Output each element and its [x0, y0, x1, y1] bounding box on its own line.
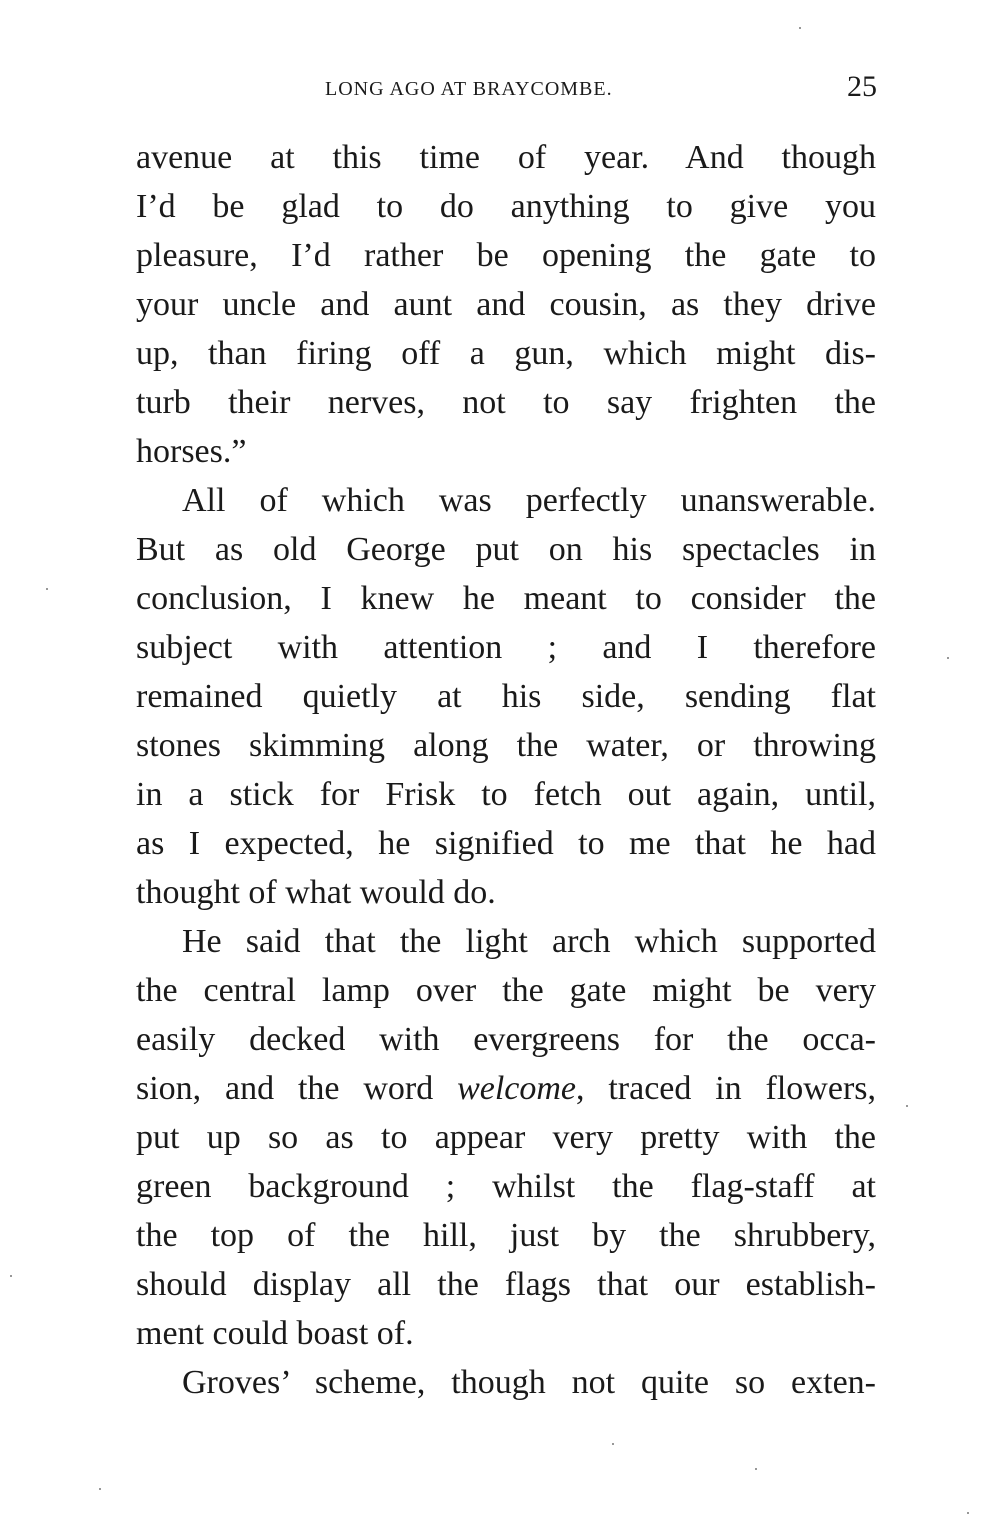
text-line: All of which was perfectly unanswerable.	[182, 482, 876, 519]
text-line: I’d be glad to do anything to give you	[136, 188, 876, 225]
paragraph	[136, 476, 876, 917]
text-line: sion, and the word welcome, traced in flowers,	[136, 1070, 876, 1107]
paragraph	[136, 917, 876, 1358]
text-line: put up so as to appear very pretty with the	[136, 1119, 876, 1156]
text-line: your uncle and aunt and cousin, as they drive	[136, 286, 876, 323]
scan-speck	[755, 1468, 757, 1470]
text-line: the top of the hill, just by the shrubbery,	[136, 1217, 876, 1254]
running-title: LONG AGO AT BRAYCOMBE.	[325, 78, 613, 100]
text-line: turb their nerves, not to say frighten the	[136, 384, 876, 421]
italic-word: welcome	[457, 1070, 577, 1107]
text-line: in a stick for Frisk to fetch out again, until,	[136, 776, 876, 813]
text-line: Groves’ scheme, though not quite so exten-	[182, 1364, 876, 1401]
text-line: up, than firing off a gun, which might dis-	[136, 335, 876, 372]
body-text	[136, 133, 876, 1407]
text-line: ment could boast of.	[136, 1315, 414, 1352]
text-line: green background ; whilst the flag-staff at	[136, 1168, 876, 1205]
text-line: horses.”	[136, 433, 247, 470]
text-line: subject with attention ; and I therefore	[136, 629, 876, 666]
page-number: 25	[847, 70, 877, 103]
text-line: stones skimming along the water, or throwing	[136, 727, 876, 764]
scan-speck	[10, 1275, 12, 1277]
text-line: thought of what would do.	[136, 874, 496, 911]
text-line: conclusion, I knew he meant to consider the	[136, 580, 876, 617]
scan-speck	[612, 1443, 614, 1445]
scan-speck	[947, 657, 949, 659]
scan-speck	[799, 27, 801, 29]
scan-speck	[967, 1512, 969, 1514]
scan-speck	[99, 1488, 101, 1490]
scan-speck	[906, 1105, 908, 1107]
text-line: remained quietly at his side, sending flat	[136, 678, 876, 715]
text-line: avenue at this time of year. And though	[136, 139, 876, 176]
paragraph	[136, 1358, 876, 1407]
paragraph	[136, 133, 876, 476]
scan-speck	[46, 588, 48, 590]
text-line: the central lamp over the gate might be very	[136, 972, 876, 1009]
text-line: pleasure, I’d rather be opening the gate to	[136, 237, 876, 274]
text-line: He said that the light arch which supported	[182, 923, 876, 960]
text-line: should display all the flags that our establish-	[136, 1266, 876, 1303]
text-line: But as old George put on his spectacles in	[136, 531, 876, 568]
text-line: as I expected, he signified to me that he had	[136, 825, 876, 862]
text-line: easily decked with evergreens for the occa-	[136, 1021, 876, 1058]
